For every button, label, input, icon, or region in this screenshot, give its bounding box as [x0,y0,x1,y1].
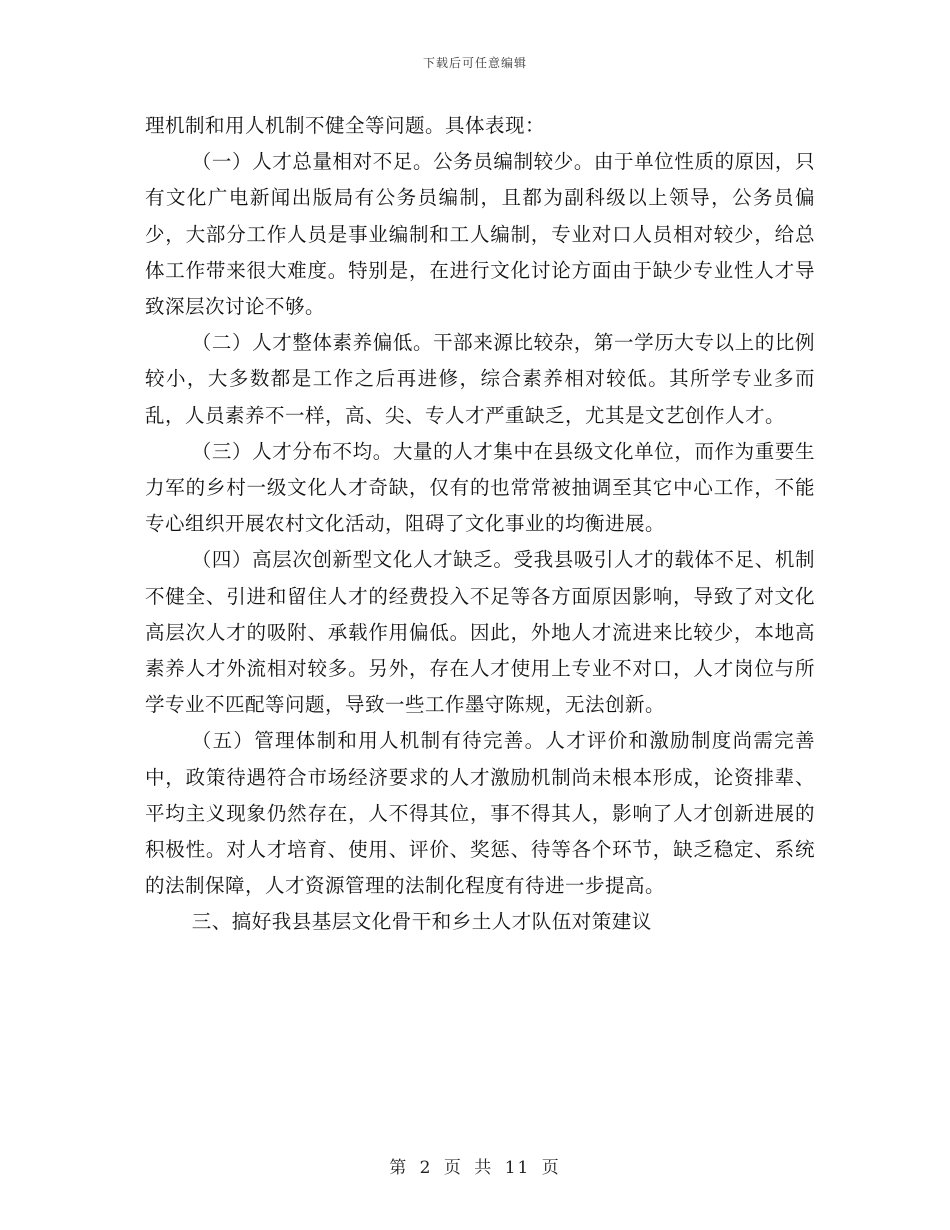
paragraph-point-5: （五）管理体制和用人机制有待完善。人才评价和激励制度尚需完善中，政策待遇符合市场经济要求的人才激励机制尚未根本形成，论资排辈、平均主义现象仍然存在，人不得其位，事不得其人，影响了人才创新进展的积极性。对人才培育、使用、评价、奖惩、待等各个环节，缺乏稳定、系统的法制保障，人才资源管理的法制化程度有待进一步提高。 [145,729,815,898]
document-body [145,108,815,941]
paragraph-point-3: （三）人才分布不均。大量的人才集中在县级文化单位，而作为重要生力军的乡村一级文化人才奇缺，仅有的也常常被抽调至其它中心工作，不能专心组织开展农村文化活动，阻碍了文化事业的均衡进展。 [145,439,815,536]
section-heading: 三、搞好我县基层文化骨干和乡土人才队伍对策建议 [191,910,652,934]
page-footer: 第 2 页 共 11 页 [389,1158,561,1178]
paragraph-point-4: （四）高层次创新型文化人才缺乏。受我县吸引人才的载体不足、机制不健全、引进和留住人才的经费投入不足等各方面原因影响，导致了对文化高层次人才的吸附、承载作用偏低。因此，外地人才流进来比较少，本地高素养人才外流相对较多。另外，存在人才使用上专业不对口，人才岗位与所学专业不匹配等问题，导致一些工作墨守陈规，无法创新。 [145,548,815,717]
page-header: 下载后可任意编辑 [422,56,527,70]
paragraph-point-2: （二）人才整体素养偏低。干部来源比较杂，第一学历大专以上的比例较小，大多数都是工作之后再进修，综合素养相对较低。其所学专业多而乱，人员素养不一样，高、尖、专人才严重缺乏，尤其是文艺创作人才。 [145,331,815,427]
paragraph-point-1: （一）人才总量相对不足。公务员编制较少。由于单位性质的原因，只有文化广电新闻出版局有公务员编制，且都为副科级以上领导，公务员偏少，大部分工作人员是事业编制和工人编制，专业对口人员相对较少，给总体工作带来很大难度。特别是，在进行文化讨论方面由于缺少专业性人才导致深层次讨论不够。 [145,150,815,319]
paragraph-continuation: 理机制和用人机制不健全等问题。具体表现： [145,114,546,137]
